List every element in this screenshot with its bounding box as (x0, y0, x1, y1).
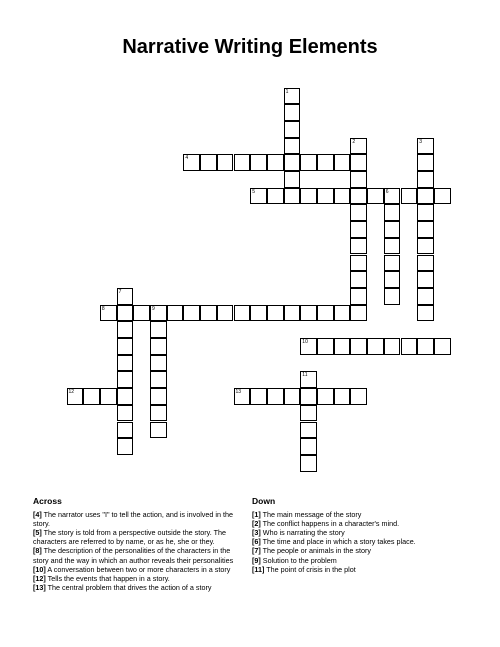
crossword-cell[interactable] (417, 138, 434, 155)
crossword-cell[interactable] (384, 204, 401, 221)
clue-number: 7 (118, 288, 122, 295)
across-heading: Across (33, 496, 62, 506)
crossword-cell[interactable] (300, 338, 317, 355)
crossword-cell[interactable] (300, 188, 317, 205)
crossword-cell[interactable] (300, 405, 317, 422)
clue-number: 1 (285, 88, 289, 95)
crossword-cell[interactable] (384, 271, 401, 288)
crossword-cell[interactable] (350, 204, 367, 221)
crossword-cell[interactable] (417, 238, 434, 255)
clue-item: [12] Tells the events that happen in a story. (33, 573, 170, 583)
crossword-cell[interactable] (350, 288, 367, 305)
crossword-cell[interactable] (300, 371, 317, 388)
crossword-cell[interactable] (150, 405, 167, 422)
crossword-cell[interactable] (350, 388, 367, 405)
crossword-cell[interactable] (133, 305, 150, 322)
crossword-cell[interactable] (284, 104, 301, 121)
crossword-cell[interactable] (300, 154, 317, 171)
crossword-cell[interactable] (350, 154, 367, 171)
crossword-cell[interactable] (83, 388, 100, 405)
crossword-cell[interactable] (284, 138, 301, 155)
crossword-cell[interactable] (250, 154, 267, 171)
crossword-cell[interactable] (350, 305, 367, 322)
crossword-cell[interactable] (417, 271, 434, 288)
crossword-cell[interactable] (417, 188, 434, 205)
down-clues (252, 497, 467, 574)
crossword-cell[interactable] (150, 305, 167, 322)
crossword-cell[interactable] (150, 355, 167, 372)
crossword-cell[interactable] (317, 305, 334, 322)
crossword-cell[interactable] (200, 305, 217, 322)
crossword-cell[interactable] (317, 338, 334, 355)
clue-item: [6] The time and place in which a story takes place. (252, 537, 416, 547)
crossword-cell[interactable] (384, 188, 401, 205)
crossword-cell[interactable] (284, 121, 301, 138)
crossword-cell[interactable] (417, 221, 434, 238)
crossword-cell[interactable] (100, 305, 117, 322)
clue-item: [5] The story is told from a perspective outside the story. The characters are referred to by name, or as he, she or they. (33, 528, 226, 547)
crossword-cell[interactable] (117, 355, 134, 372)
crossword-cell[interactable] (234, 305, 251, 322)
crossword-cell[interactable] (350, 171, 367, 188)
crossword-cell[interactable] (234, 154, 251, 171)
crossword-cell[interactable] (267, 305, 284, 322)
crossword-cell[interactable] (300, 455, 317, 472)
clue-item: [10] A conversation between two or more characters in a story (33, 564, 231, 574)
crossword-cell[interactable] (200, 154, 217, 171)
clue-number: 5 (252, 188, 255, 195)
crossword-cell[interactable] (350, 238, 367, 255)
crossword-cell[interactable] (183, 154, 200, 171)
crossword-cell[interactable] (384, 338, 401, 355)
crossword-cell[interactable] (267, 188, 284, 205)
crossword-cell[interactable] (117, 422, 134, 439)
clue-number: 4 (185, 155, 189, 162)
crossword-cell[interactable] (67, 388, 84, 405)
crossword-cell[interactable] (150, 321, 167, 338)
crossword-cell[interactable] (317, 154, 334, 171)
crossword-cell[interactable] (417, 171, 434, 188)
crossword-cell[interactable] (117, 288, 134, 305)
crossword-cell[interactable] (284, 388, 301, 405)
crossword-cell[interactable] (334, 154, 351, 171)
crossword-cell[interactable] (384, 238, 401, 255)
clue-number: 6 (385, 188, 389, 195)
crossword-cell[interactable] (267, 388, 284, 405)
crossword-cell[interactable] (334, 338, 351, 355)
crossword-cell[interactable] (117, 321, 134, 338)
crossword-cell[interactable] (250, 305, 267, 322)
crossword-cell[interactable] (117, 438, 134, 455)
crossword-cell[interactable] (384, 221, 401, 238)
crossword-cell[interactable] (117, 388, 134, 405)
crossword-cell[interactable] (234, 388, 251, 405)
crossword-cell[interactable] (284, 154, 301, 171)
crossword-cell[interactable] (150, 338, 167, 355)
clue-item: [7] The people or animals in the story (252, 546, 371, 556)
crossword-cell[interactable] (401, 338, 418, 355)
clue-number: 2 (352, 138, 356, 145)
crossword-cell[interactable] (350, 221, 367, 238)
crossword-cell[interactable] (284, 305, 301, 322)
crossword-cell[interactable] (284, 171, 301, 188)
crossword-cell[interactable] (350, 188, 367, 205)
crossword-cell[interactable] (117, 371, 134, 388)
crossword-cell[interactable] (417, 305, 434, 322)
clue-item: [9] Solution to the problem (252, 555, 337, 565)
crossword-cell[interactable] (250, 388, 267, 405)
crossword-cell[interactable] (300, 422, 317, 439)
clue-number: 10 (302, 339, 308, 345)
crossword-cell[interactable] (300, 388, 317, 405)
crossword-cell[interactable] (384, 255, 401, 272)
clue-number: 9 (152, 305, 155, 312)
clue-number: 13 (235, 389, 242, 396)
crossword-cell[interactable] (150, 388, 167, 405)
clue-number: 12 (68, 389, 75, 396)
crossword-cell[interactable] (350, 255, 367, 272)
crossword-cell[interactable] (334, 388, 351, 405)
crossword-cell[interactable] (267, 154, 284, 171)
crossword-cell[interactable] (417, 255, 434, 272)
crossword-cell[interactable] (367, 188, 384, 205)
crossword-cell[interactable] (367, 338, 384, 355)
crossword-cell[interactable] (334, 305, 351, 322)
clue-number: 11 (302, 372, 308, 379)
crossword-cell[interactable] (150, 371, 167, 388)
clue-number: 8 (101, 305, 105, 312)
clue-item: [13] The central problem that drives the action of a story (33, 582, 212, 592)
crossword-cell[interactable] (417, 204, 434, 221)
down-heading: Down (252, 496, 276, 506)
crossword-cell[interactable] (300, 438, 317, 455)
crossword-cell[interactable] (217, 305, 234, 322)
crossword-cell[interactable] (317, 388, 334, 405)
crossword-cell[interactable] (350, 338, 367, 355)
crossword-cell[interactable] (217, 154, 234, 171)
crossword-cell[interactable] (317, 188, 334, 205)
clue-number: 3 (419, 138, 422, 145)
crossword-cell[interactable] (300, 305, 317, 322)
crossword-cell[interactable] (350, 271, 367, 288)
crossword-cell[interactable] (434, 338, 451, 355)
clue-item: [8] The description of the personalities of the characters in the story and the way in which an author reveals their personalities (33, 546, 234, 565)
crossword-cell[interactable] (183, 305, 200, 322)
clue-item: [1] The main message of the story (252, 510, 362, 520)
crossword-cell[interactable] (117, 305, 134, 322)
crossword-cell[interactable] (284, 88, 301, 105)
crossword-cell[interactable] (167, 305, 184, 322)
clue-item: [11] The point of crisis in the plot (252, 564, 356, 574)
crossword-cell[interactable] (284, 188, 301, 205)
crossword-cell[interactable] (150, 422, 167, 439)
crossword-cell[interactable] (250, 188, 267, 205)
crossword-cell[interactable] (117, 338, 134, 355)
crossword-cell[interactable] (117, 405, 134, 422)
crossword-cell[interactable] (434, 188, 451, 205)
crossword-cell[interactable] (401, 188, 418, 205)
crossword-cell[interactable] (417, 288, 434, 305)
page-title: Narrative Writing Elements (122, 36, 378, 58)
clue-item: [3] Who is narrating the story (252, 528, 345, 538)
crossword-cell[interactable] (417, 154, 434, 171)
crossword-cell[interactable] (100, 388, 117, 405)
crossword-cell[interactable] (334, 188, 351, 205)
crossword-cell[interactable] (384, 288, 401, 305)
across-clues (33, 497, 246, 592)
crossword-cell[interactable] (417, 338, 434, 355)
crossword-cell[interactable] (350, 138, 367, 155)
clue-item: [2] The conflict happens in a character's mind. (252, 519, 400, 529)
clue-item: [4] The narrator uses "I" to tell the action, and is involved in the story. (33, 510, 233, 529)
